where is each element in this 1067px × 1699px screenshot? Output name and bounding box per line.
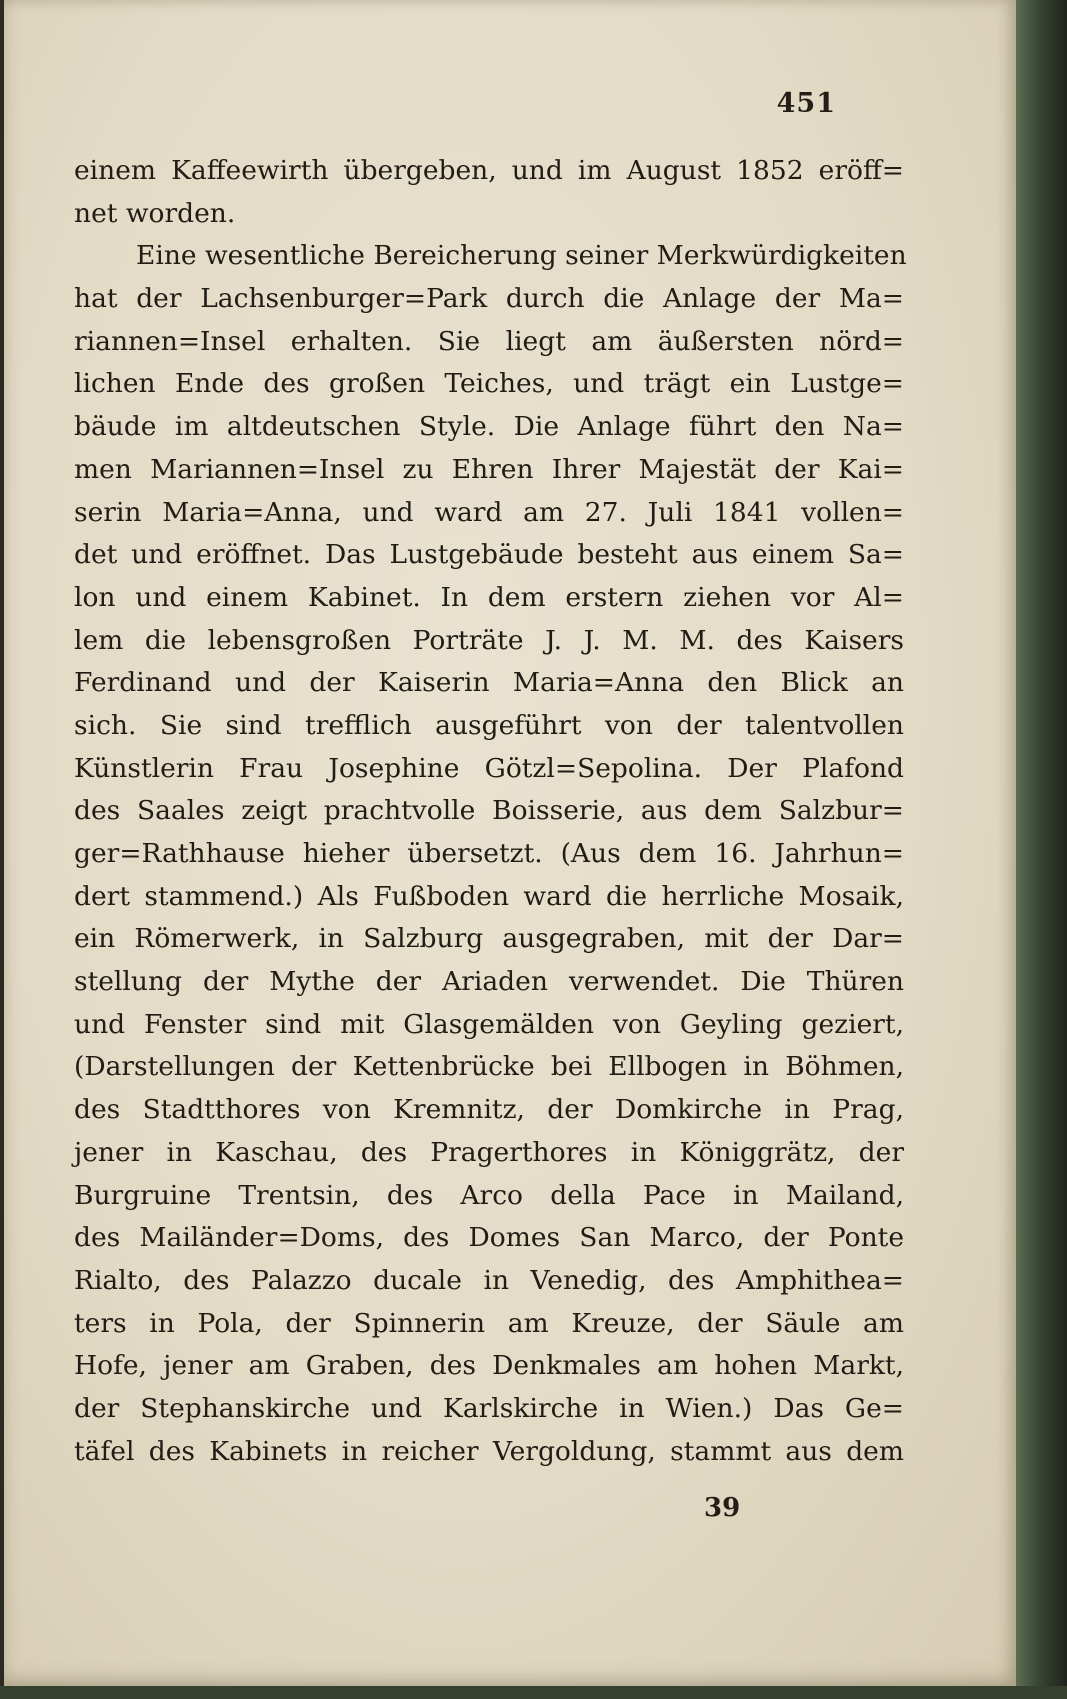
text-line: Eine wesentliche Bereicherung seiner Merkwürdigkeiten (136, 240, 907, 272)
book-binding-edge (1016, 0, 1067, 1699)
text-line: ein Römerwerk, in Salzburg ausgegraben, mit der Dar= (74, 923, 904, 955)
text-line: bäude im altdeutschen Style. Die Anlage führt den Na= (74, 411, 904, 443)
text-line: des Mailänder=Doms, des Domes San Marco, der Ponte (74, 1222, 904, 1254)
text-line: sich. Sie sind trefflich ausgeführt von der talentvollen (74, 709, 904, 741)
text-line: lichen Ende des großen Teiches, und trägt ein Lustge= (74, 368, 904, 400)
text-line: des Saales zeigt prachtvolle Boisserie, aus dem Salzbur= (74, 795, 904, 827)
signature-mark: 39 (704, 1493, 741, 1523)
text-line: dert stammend.) Als Fußboden ward die herrliche Mosaik, (74, 880, 904, 912)
text-line: Rialto, des Palazzo ducale in Venedig, des Amphithea= (74, 1264, 904, 1296)
text-line: Ferdinand und der Kaiserin Maria=Anna den Blick an (74, 667, 904, 699)
page-number: 451 (776, 88, 836, 119)
text-line: Hofe, jener am Graben, des Denkmales am hohen Markt, (74, 1350, 904, 1382)
text-line: lon und einem Kabinet. In dem erstern ziehen vor Al= (74, 581, 904, 613)
text-line: det und eröffnet. Das Lustgebäude besteht aus einem Sa= (74, 539, 904, 571)
text-line: ters in Pola, der Spinnerin am Kreuze, der Säule am (74, 1307, 904, 1339)
text-line: der Stephanskirche und Karlskirche in Wien.) Das Ge= (74, 1392, 904, 1424)
text-line: ger=Rathhause hieher übersetzt. (Aus dem 16. Jahrhun= (74, 838, 904, 869)
paper-page (4, 0, 1016, 1686)
text-line: serin Maria=Anna, und ward am 27. Juli 1841 vollen= (74, 496, 904, 528)
text-line: Burgruine Trentsin, des Arco della Pace in Mailand, (74, 1179, 904, 1211)
text-line: riannen=Insel erhalten. Sie liegt am äußersten nörd= (74, 325, 904, 357)
text-line: lem die lebensgroßen Porträte J. J. M. M. des Kaisers (74, 624, 904, 656)
text-line: des Stadtthores von Kremnitz, der Domkirche in Prag, (74, 1094, 904, 1126)
text-line: net worden. (74, 197, 236, 229)
text-line: hat der Lachsenburger=Park durch die Anlage der Ma= (74, 283, 904, 315)
text-line: (Darstellungen der Kettenbrücke bei Ellbogen in Böhmen, (74, 1051, 904, 1083)
text-line: einem Kaffeewirth übergeben, und im August 1852 eröff= (74, 155, 904, 186)
text-line: Künstlerin Frau Josephine Götzl=Sepolina. Der Plafond (74, 752, 904, 784)
body-text (74, 150, 907, 1473)
book-bottom-edge (0, 1686, 1067, 1699)
text-line: und Fenster sind mit Glasgemälden von Geyling geziert, (74, 1008, 904, 1040)
text-line: men Mariannen=Insel zu Ehren Ihrer Majestät der Kai= (74, 453, 904, 485)
text-line: jener in Kaschau, des Pragerthores in Königgrätz, der (74, 1136, 904, 1168)
text-line: stellung der Mythe der Ariaden verwendet. Die Thüren (74, 966, 904, 998)
text-line: täfel des Kabinets in reicher Vergoldung, stammt aus dem (74, 1435, 904, 1467)
